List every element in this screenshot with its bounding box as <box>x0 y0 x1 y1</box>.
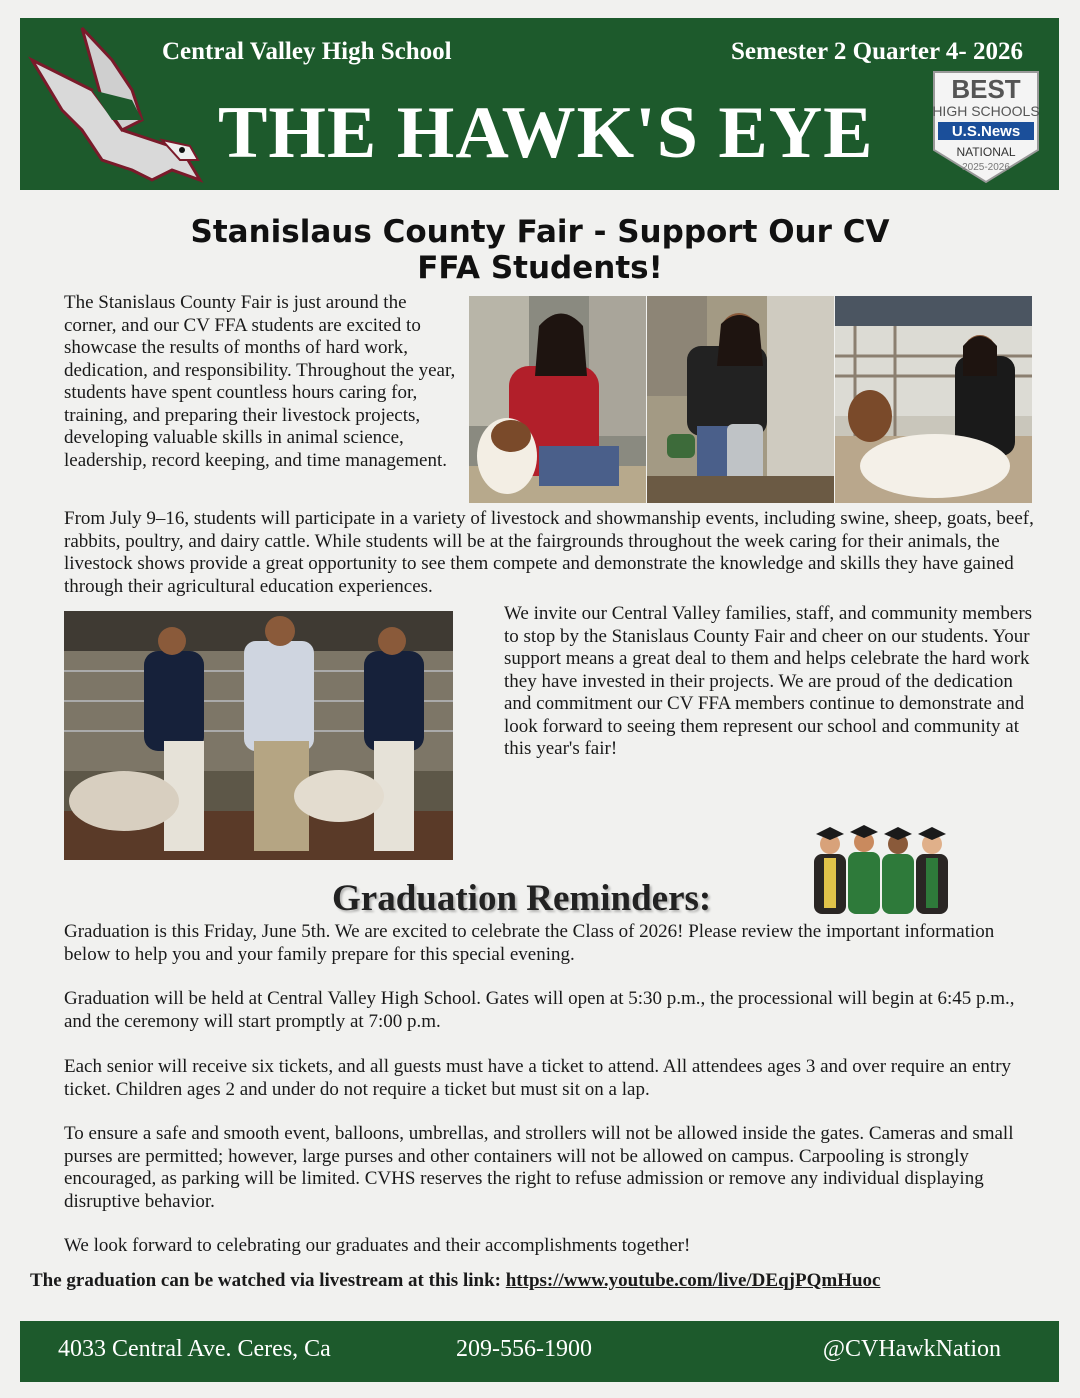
graduation-paragraph-5: We look forward to celebrating our graduates and their accomplishments together! <box>64 1235 691 1256</box>
fair-paragraph-3: We invite our Central Valley families, staff, and community members to stop by the Stanislaus County Fair and cheer on our students. Your support means a great deal to them and helps celebrate the hard work they have invested in their projects. We are proud of the dedication and commitment our CV FFA members continue to demonstrate and look forward to seeing them represent our school and community at this year's fair! <box>504 603 1033 759</box>
fair-title-line2: FFA Students! <box>417 250 663 286</box>
livestream-link[interactable]: https://www.youtube.com/live/DEqjPQmHuoc <box>505 1270 881 1291</box>
livestock-show-photo <box>64 611 453 860</box>
best-high-schools-badge-icon <box>930 70 1042 184</box>
livestream-label: The graduation can be watched via livestream at this link: <box>30 1270 501 1291</box>
student-with-goat-photo <box>469 296 646 503</box>
badge-national-text: NATIONAL <box>956 145 1016 159</box>
badge-best-text: BEST <box>951 74 1021 104</box>
footer-social-handle: @CVHawkNation <box>822 1336 1001 1362</box>
graduation-title: Graduation Reminders: <box>332 878 712 919</box>
fair-paragraph-2: From July 9–16, students will participate in a variety of livestock and showmanship events, including swine, sheep, goats, beef, rabbits, poultry, and dairy cattle. While students will be at the fairgrounds throughout the week caring for their animals, the livestock shows provide a great opportunity to see them compete and demonstrate the knowledge and skills they have gained through their agricultural education experiences. <box>64 508 1034 597</box>
graduation-paragraph-1: Graduation is this Friday, June 5th. We are excited to celebrate the Class of 2026! Please review the important information below to help you and your family prepare for this special evening. <box>64 921 995 965</box>
fair-title-line1: Stanislaus County Fair - Support Our CV <box>190 214 890 250</box>
masthead-banner <box>20 18 1059 190</box>
graduation-paragraph-3: Each senior will receive six tickets, and all guests must have a ticket to attend. All attendees ages 3 and over require an entry ticket. Children ages 2 and under do not require a ticket but must sit on a lap. <box>64 1056 1012 1100</box>
graduates-illustration-icon <box>810 824 952 916</box>
school-name: Central Valley High School <box>162 38 452 65</box>
student-feeding-photo <box>647 296 834 503</box>
fair-article-title <box>140 214 940 286</box>
footer-banner <box>20 1321 1059 1382</box>
badge-year-text: 2025-2026 <box>962 162 1010 173</box>
graduation-paragraph-2: Graduation will be held at Central Valley High School. Gates will open at 5:30 p.m., the processional will begin at 6:45 p.m., and the ceremony will start promptly at 7:00 p.m. <box>64 988 1015 1032</box>
newsletter-title: THE HAWK'S EYE <box>218 92 874 174</box>
footer-phone: 209-556-1900 <box>456 1336 592 1362</box>
badge-high-schools-text: HIGH SCHOOLS <box>932 103 1040 119</box>
footer-address: 4033 Central Ave. Ceres, Ca <box>58 1336 331 1362</box>
graduation-paragraph-4: To ensure a safe and smooth event, balloons, umbrellas, and strollers will not be allowed inside the gates. Cameras and small purses are permitted; however, large purses and other containers will not be allowed on campus. Carpooling is strongly encouraged, as parking will be limited. CVHS reserves the right to refuse admission or remove any individual displaying disruptive behavior. <box>64 1123 1014 1212</box>
semester-label: Semester 2 Quarter 4- 2026 <box>730 38 1023 65</box>
student-with-goat-barn-photo <box>835 296 1032 503</box>
badge-usnews-text: U.S.News <box>951 123 1021 140</box>
fair-paragraph-1: The Stanislaus County Fair is just around the corner, and our CV FFA students are excited to showcase the results of months of hard work, dedication, and responsibility. Throughout the year, students have spent countless hours caring for, training, and preparing their livestock projects, developing valuable skills in animal science, leadership, record keeping, and time management. <box>64 292 456 471</box>
livestream-line <box>30 1270 1060 1292</box>
